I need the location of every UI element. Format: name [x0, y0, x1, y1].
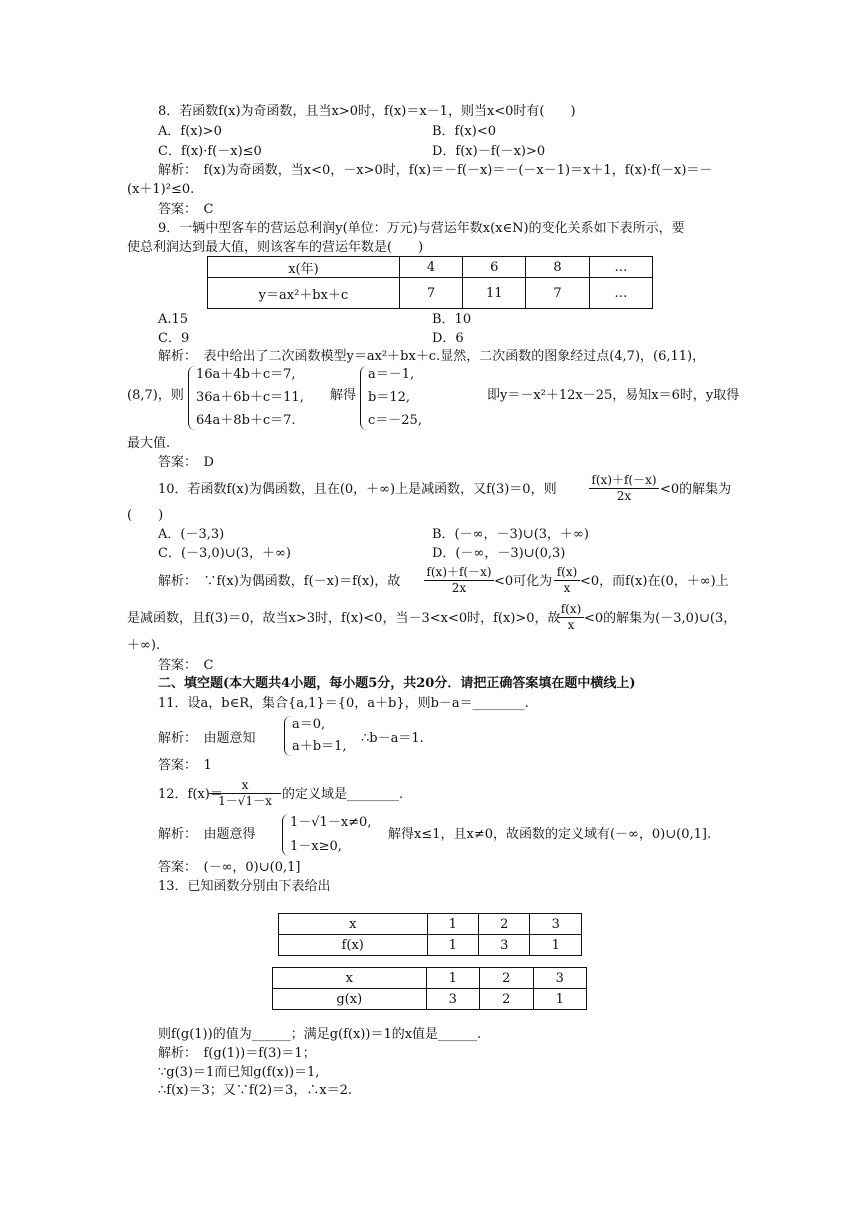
q10-solution-line2-b: <0的解集为(－3,0)∪(3，: [584, 611, 737, 626]
q9-solution-line1: 解析： 表中给出了二次函数模型y＝ax²＋bx＋c.显然，二次函数的图象经过点(4,7)，(6,11)，: [158, 349, 706, 364]
table-cell: x: [279, 914, 428, 935]
q9-option-c: C．9: [158, 331, 190, 346]
table-cell: x: [273, 968, 427, 989]
q10-option-c: C．(－3,0)∪(3，＋∞): [158, 546, 291, 561]
q8-option-c: C．f(x)·f(－x)≤0: [158, 144, 262, 159]
q10-stem-line2: ( ): [127, 508, 164, 523]
fraction-numerator: f(x): [554, 565, 580, 581]
q13-table-f: [278, 913, 582, 956]
table-row: [279, 935, 582, 956]
table-cell: 11: [463, 278, 526, 309]
table-cell: 1: [530, 935, 582, 956]
q10-solution-a: 解析： ∵f(x)为偶函数，f(－x)＝f(x)，故: [158, 574, 401, 589]
table-cell: 3: [426, 989, 479, 1010]
q9-stem-line1: 9．一辆中型客车的营运总利润y(单位：万元)与营运年数x(x∈N)的变化关系如下表所示，要: [158, 221, 685, 236]
q9-solution-post: 即y＝－x²＋12x－25，易知x＝6时，y取得: [487, 388, 740, 403]
q10-stem-fraction: [589, 473, 659, 504]
table-cell: …: [589, 278, 652, 309]
q12-answer: 答案： (－∞，0)∪(0,1]: [158, 860, 301, 875]
table-cell: g(x): [273, 989, 427, 1010]
table-cell: 1: [533, 989, 587, 1010]
section-heading-fill-in: 二、填空题(本大题共4小题，每小题5分，共20分．请把正确答案填在题中横线上): [158, 676, 636, 691]
q12-stem-pre: 12．f(x)＝: [158, 787, 223, 802]
table-cell: 2: [478, 914, 529, 935]
q12-solution-pre: 解析： 由题意得: [158, 827, 256, 842]
q11-brace: [284, 716, 291, 756]
table-cell: 3: [530, 914, 582, 935]
q8-option-b: B．f(x)<0: [432, 124, 497, 139]
q13-solution-line3: ∴f(x)＝3；又∵f(2)＝3，∴x＝2.: [158, 1083, 353, 1098]
q10-answer: 答案： C: [158, 658, 214, 673]
q11-stem: 11．设a，b∈R，集合{a,1}＝{0，a＋b}，则b－a＝________.: [158, 696, 529, 711]
q13-solution-line1: 解析： f(g(1))＝f(3)＝1；: [158, 1046, 316, 1061]
fraction-denominator: x: [567, 618, 575, 632]
q9-system2-eq1: a＝－1,: [368, 367, 415, 382]
table-cell: 2: [480, 989, 533, 1010]
q9-solution-pre: (8,7)，则: [127, 388, 184, 403]
q11-solution-pre: 解析： 由题意知: [158, 731, 256, 746]
table-cell: 1: [426, 968, 479, 989]
q12-solution-post: 解得x≤1，且x≠0，故函数的定义域有(－∞，0)∪(0,1].: [388, 827, 712, 842]
table-row: [279, 914, 582, 935]
q9-table: [207, 256, 653, 309]
q10-solution-c: <0，而f(x)在(0，＋∞)上: [580, 574, 729, 589]
table-cell: 7: [399, 278, 462, 309]
q8-answer: 答案： C: [158, 202, 214, 217]
q10-stem-post: <0的解集为: [660, 482, 732, 497]
q11-system-eq2: a＋b＝1,: [292, 739, 347, 754]
q9-system2-eq2: b＝12,: [368, 390, 410, 405]
q8-stem: 8．若函数f(x)为奇函数，且当x>0时，f(x)＝x－1，则当x<0时有( ): [158, 104, 576, 119]
fraction-denominator: 1－√1－x: [218, 794, 272, 808]
q10-solution-fraction-2: [554, 565, 580, 596]
q10-solution-line2-a: 是减函数，且f(3)＝0，故当x>3时，f(x)<0，当－3<x<0时，f(x)>0，故: [127, 611, 561, 626]
q10-stem-pre: 10．若函数f(x)为偶函数，且在(0，＋∞)上是减函数，又f(3)＝0，则: [158, 482, 557, 497]
q11-solution-post: ∴b－a＝1.: [361, 731, 424, 746]
q11-answer: 答案： 1: [158, 758, 212, 773]
q8-option-a: A．f(x)>0: [158, 124, 222, 139]
q12-stem-post: 的定义域是________.: [282, 787, 404, 802]
q9-system1-eq1: 16a＋4b＋c＝7,: [196, 367, 296, 382]
table-cell: f(x): [279, 935, 428, 956]
q10-option-a: A．(－3,3): [158, 527, 225, 542]
q8-solution-line1: 解析： f(x)为奇函数，当x<0，－x>0时，f(x)＝－f(－x)＝－(－x－1)＝x＋1，f(x)·f(－x)＝－: [158, 163, 713, 178]
table-cell: …: [589, 257, 652, 278]
q10-option-b: B．(－∞，－3)∪(3，＋∞): [432, 527, 589, 542]
q9-option-b: B．10: [432, 312, 472, 327]
fraction-denominator: x: [563, 581, 571, 595]
table-cell: 7: [526, 278, 589, 309]
q9-system1-eq3: 64a＋8b＋c＝7.: [196, 413, 296, 428]
q9-answer: 答案： D: [158, 455, 214, 470]
q10-option-d: D．(－∞，－3)∪(0,3): [432, 546, 566, 561]
fraction-denominator: 2x: [451, 581, 467, 595]
table-cell: 4: [399, 257, 462, 278]
fraction-numerator: x: [209, 778, 281, 794]
table-cell: 1: [427, 914, 478, 935]
q9-option-d: D．6: [432, 331, 464, 346]
fraction-numerator: f(x)＋f(－x): [424, 565, 494, 581]
q9-system1-eq2: 36a＋6b＋c＝11,: [196, 390, 304, 405]
table-cell: 3: [533, 968, 587, 989]
table-cell: 8: [526, 257, 589, 278]
q12-system-eq2: 1－x≥0,: [290, 839, 342, 854]
table-cell: 3: [478, 935, 529, 956]
q13-solution-line2: ∵g(3)＝1而已知g(f(x))＝1,: [158, 1065, 320, 1080]
q9-brace-1: [188, 366, 195, 430]
q10-solution-b: <0可化为: [494, 574, 553, 589]
fraction-numerator: f(x): [558, 602, 584, 618]
q9-solution-line3: 最大值.: [127, 436, 171, 451]
table-row: [208, 278, 653, 309]
table-row: [273, 968, 587, 989]
q12-brace: [282, 814, 289, 856]
q10-solution-line3: ＋∞).: [127, 638, 161, 653]
q11-system-eq1: a＝0,: [292, 717, 326, 732]
q9-option-a: A.15: [158, 312, 189, 327]
fraction-denominator: 2x: [616, 489, 632, 503]
fraction-numerator: f(x)＋f(－x): [589, 473, 659, 489]
q9-brace-2: [360, 366, 367, 430]
table-cell: 1: [427, 935, 478, 956]
table-row: [273, 989, 587, 1010]
q13-question: 则f(g(1))的值为______；满足g(f(x))＝1的x值是______.: [158, 1027, 482, 1042]
q13-table-g: [272, 967, 587, 1010]
q9-stem-line2: 使总利润达到最大值，则该客车的营运年数是( ): [127, 240, 424, 255]
table-row: [208, 257, 653, 278]
table-cell: y＝ax²＋bx＋c: [208, 278, 400, 309]
q10-solution-fraction-1: [424, 565, 494, 596]
q8-option-d: D．f(x)－f(－x)>0: [432, 144, 546, 159]
q9-system2-eq3: c＝－25,: [368, 413, 422, 428]
table-cell: 6: [463, 257, 526, 278]
q12-stem-fraction: [209, 778, 281, 809]
q12-system-eq1: 1－√1－x≠0,: [290, 815, 372, 830]
q10-solution-fraction-3: [558, 602, 584, 633]
table-cell: 2: [480, 968, 533, 989]
q13-stem: 13．已知函数分别由下表给出: [158, 879, 331, 894]
q9-solution-mid: 解得: [330, 388, 357, 403]
q8-solution-line2: (x＋1)²≤0.: [127, 182, 195, 197]
table-cell: x(年): [208, 257, 400, 278]
